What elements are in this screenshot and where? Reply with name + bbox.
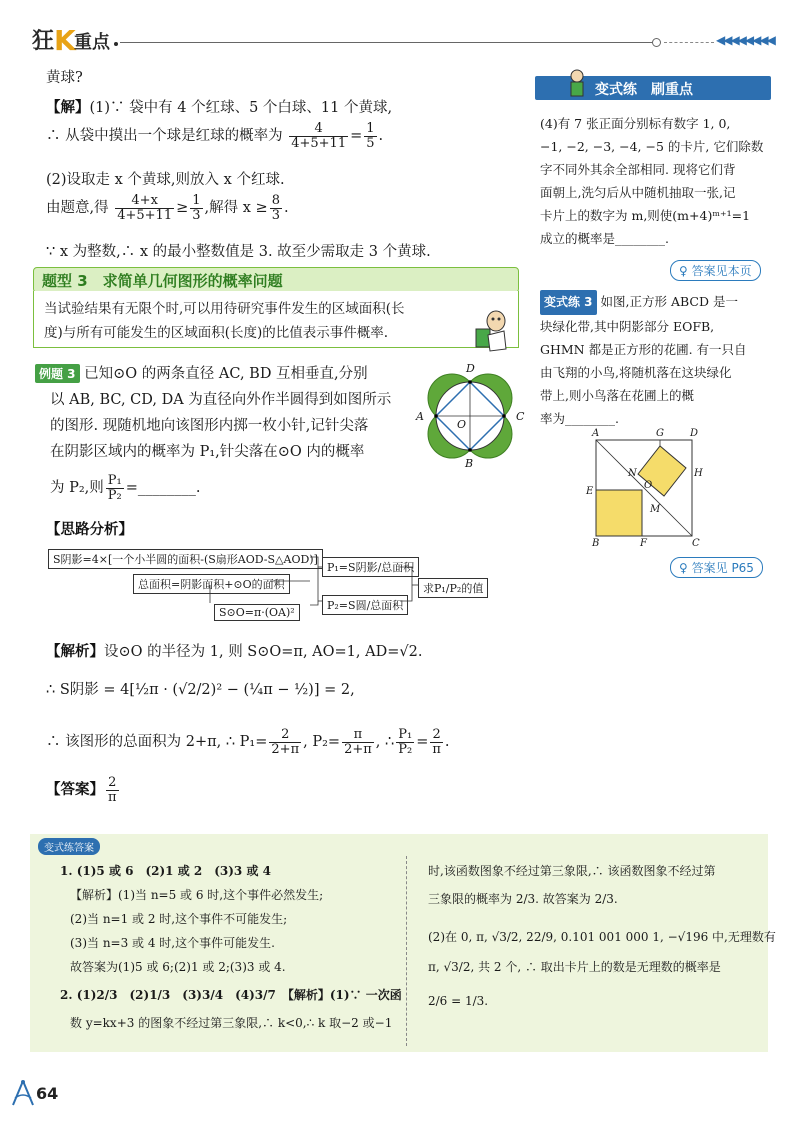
var3-block [540, 290, 770, 430]
analysis-label: 【解析】 [46, 643, 104, 660]
key-icon: ♀ [679, 561, 688, 575]
analysis-line-3: ∴ 该图形的总面积为 2+π, ∴ P₁= $\frac{2}{2+\pi}$ , P₂= $\frac{\pi}{2+\pi}$ , ∴ $\frac{\text{P₁}}{\text{P₂}}$ = $\frac{2}{\pi}$ . [46, 727, 450, 757]
answer-right-line-4: π, √3/2, 共 2 个, ∴ 取出卡片上的数是无理数的概率是 [428, 960, 721, 974]
answers-divider [406, 856, 407, 1046]
fraction: $\frac{4}{4+5+11}$ [291, 121, 347, 151]
answers-panel [30, 834, 776, 1052]
sq-label-d: D [690, 428, 699, 439]
answer-1-line-4: 故答案为(1)5 或 6;(2)1 或 2;(3)3 或 4. [70, 960, 286, 974]
q4-line-6: 成立的概率是________. [540, 231, 669, 246]
var3-line-2: 块绿化带,其中阴影部分 EOFB, [540, 319, 715, 334]
svg-text:重点: 重点 [74, 32, 110, 53]
right-banner-title: 变式练 刷重点 [595, 82, 693, 98]
flow-box-p2: P₂=S圆/总面积 [322, 595, 408, 615]
sq-label-h: H [694, 468, 703, 479]
answer-1-line-2: (2)当 n=1 或 2 时,这个事件不可能发生; [70, 912, 288, 926]
q4-answer-ref[interactable]: ♀ 答案见本页 [670, 260, 761, 281]
sq-label-e: E [586, 486, 594, 497]
type3-desc-box [33, 291, 519, 348]
analysis-line-1: 【解析】设⊙O 的半径为 1, 则 S⊙O=π, AO=1, AD=√2. [46, 643, 423, 660]
mascot-icon [565, 68, 589, 98]
sq-label-g: G [656, 428, 664, 439]
example3-line-4: 在阴影区域内的概率为 P₁,针尖落在⊙O 内的概率 [50, 444, 365, 460]
fraction: $\frac{2}{2+\pi}$ [271, 727, 300, 757]
var3-square-figure [586, 428, 716, 556]
sq-label-m: M [650, 504, 661, 515]
answer-2-line-1: 数 y=kx+3 的图象不经过第三象限,∴ k<0,∴ k 取−2 或−1 [70, 1016, 393, 1030]
sq-label-c: C [692, 538, 700, 549]
sq-label-a: A [592, 428, 600, 439]
answer-right-line-2: 三象限的概率为 2/3. 故答案为 2/3. [428, 892, 618, 906]
flow-connectors [40, 545, 440, 635]
q4-line-1: (4)有 7 张正面分别标有数字 1, 0, [540, 116, 731, 131]
type3-title: 题型 3 求简单几何图形的概率问题 [42, 272, 283, 290]
fraction: $\frac{2}{\pi}$ [108, 775, 117, 805]
fraction: $\frac{1}{3}$ [192, 193, 201, 223]
sq-label-o: O [644, 480, 653, 491]
fraction: $\frac{\text{P₁}}{\text{P₂}}$ [107, 473, 122, 503]
example3-figure [410, 362, 530, 472]
fig-label-a: A [416, 410, 424, 423]
compass-icon [8, 1078, 38, 1108]
fig-label-b: B [465, 457, 474, 470]
key-icon: ♀ [679, 264, 688, 278]
answer-1-head: 1. (1)5 或 6 (2)1 或 2 (3)3 或 4 [60, 864, 271, 878]
var3-line-4: 由飞翔的小鸟,将随机落在这块绿化 [540, 365, 732, 380]
var3-line-1: 变式练 3 如图,正方形 ABCD 是一 [540, 290, 770, 315]
answer-1-line-1: 【解析】(1)当 n=5 或 6 时,这个事件必然发生; [70, 888, 324, 902]
header-dot-icon [652, 38, 661, 47]
type3-desc-2: 度)与所有可能发生的区域面积(长度)的比值表示事件概率. [44, 325, 389, 341]
answer-label: 【答案】 [46, 781, 104, 799]
page-number: 64 [36, 1084, 59, 1103]
answer-right-line-1: 时,该函数图象不经过第三象限,∴ 该函数图象不经过第 [428, 864, 716, 878]
page-number-badge [8, 1078, 68, 1110]
q4-line-5: 卡片上的数字为 m,则使(m+4)ᵐ⁺¹=1 [540, 208, 751, 223]
q4-line-4: 面朝上,洗匀后从中随机抽取一张,记 [540, 185, 736, 200]
flow-box-shadow-area: S阴影=4×[一个小半圆的面积-(S扇形AOD-S△AOD)] [48, 549, 323, 569]
svg-text:K: K [54, 24, 76, 56]
example3-tag: 例题 3 [35, 364, 80, 383]
header-dashes [664, 42, 714, 44]
analysis-line-2: ∴ S阴影 = 4[½π · (√2/2)² − (¼π − ½)] = 2, [46, 682, 355, 698]
solution-label: 【解】 [46, 99, 90, 116]
example3-line-5: 为 P₂,则 $\frac{\text{P₁}}{\text{P₂}}$ =________. [50, 473, 201, 503]
flow-box-p1: P₁=S阴影/总面积 [322, 557, 419, 577]
sq-label-b: B [592, 538, 600, 549]
q4-block [540, 112, 770, 250]
svg-text:狂: 狂 [32, 29, 55, 54]
right-banner [535, 76, 771, 100]
answer-1-line-3: (3)当 n=3 或 4 时,这个事件可能发生. [70, 936, 275, 950]
var3-line-6: 率为________. [540, 411, 619, 426]
sq-label-f: F [640, 538, 647, 549]
var3-line-3: GHMN 都是正方形的花圃. 有一只自 [540, 342, 747, 357]
solution-line-3: (2)设取走 x 个黄球,则放入 x 个红球. [46, 172, 285, 188]
fig-label-o: O [457, 418, 467, 431]
question-tail: 黄球? [46, 70, 83, 86]
fig-label-d: D [466, 362, 475, 375]
answer-right-line-5: 2/6 = 1/3. [428, 994, 489, 1008]
fraction: $\frac{4+x}{4+5+11}$ [117, 193, 173, 223]
example3-line-1: 例题 3 已知⊙O 的两条直径 AC, BD 互相垂直,分别 [35, 362, 368, 383]
logo-graphic [30, 20, 130, 56]
fraction: $\frac{\pi}{2+\pi}$ [344, 727, 372, 757]
fraction: $\frac{\text{P₁}}{\text{P₂}}$ [398, 727, 413, 757]
mascot-reading-icon [468, 305, 516, 353]
flow-box-total-area: 总面积=阴影面积+⊙O的面积 [133, 574, 290, 594]
type3-desc-1: 当试验结果有无限个时,可以用待研究事件发生的区域面积(长 [44, 301, 405, 317]
fraction: $\frac{8}{3}$ [271, 193, 280, 223]
answer-right-line-3: (2)在 0, π, √3/2, 22/9, 0.101 001 000 1, −√196 中,无理数有 [428, 930, 776, 944]
type3-title-bar [33, 267, 519, 293]
flow-box-ratio: 求P₁/P₂的值 [418, 578, 488, 598]
example3-line-2: 以 AB, BC, CD, DA 为直径向外作半圆得到如图所示 [50, 392, 392, 408]
fig-label-c: C [516, 410, 525, 423]
solution-line-5: ∵ x 为整数,∴ x 的最小整数值是 3. 故至少需取走 3 个黄球. [46, 244, 431, 260]
think-label: 【思路分析】 [46, 521, 133, 538]
solution-line-1: 【解】(1)∵ 袋中有 4 个红球、5 个白球、11 个黄球, [46, 99, 393, 116]
header-logo [30, 20, 130, 56]
var3-tag: 变式练 3 [540, 290, 597, 315]
flow-box-circle-area: S⊙O=π·(OA)² [214, 604, 300, 621]
var3-answer-ref[interactable]: ♀ 答案见 P65 [670, 557, 763, 578]
answers-title: 变式练答案 [38, 838, 100, 855]
fraction: $\frac{2}{\pi}$ [432, 727, 441, 757]
header-rule [120, 42, 660, 43]
answer-line [46, 776, 121, 804]
answer-2-head: 2. (1)2/3 (2)1/3 (3)3/4 (4)3/7 【解析】(1)∵ 一次函 [60, 988, 402, 1002]
fraction: $\frac{1}{5}$ [366, 121, 375, 151]
solution-line-2: ∴ 从袋中摸出一个球是红球的概率为 $\frac{4}{4+5+11}$ = $\frac{1}{5}$ . [46, 121, 384, 151]
header-arrows-icon: ◀◀◀◀◀◀◀◀ [716, 33, 774, 47]
q4-line-3: 字不同外其余全部相同. 现将它们背 [540, 162, 736, 177]
q4-line-2: −1, −2, −3, −4, −5 的卡片, 它们除数 [540, 139, 764, 154]
solution-line-4: 由题意,得 $\frac{4+x}{4+5+11}$ ≥ $\frac{1}{3}$ ,解得 x ≥ $\frac{8}{3}$ . [46, 193, 289, 223]
sq-label-n: N [628, 468, 637, 479]
example3-line-3: 的图形. 现随机地向该图形内掷一枚小针,记针尖落 [50, 418, 369, 434]
var3-line-5: 带上,则小鸟落在花圃上的概 [540, 388, 694, 403]
